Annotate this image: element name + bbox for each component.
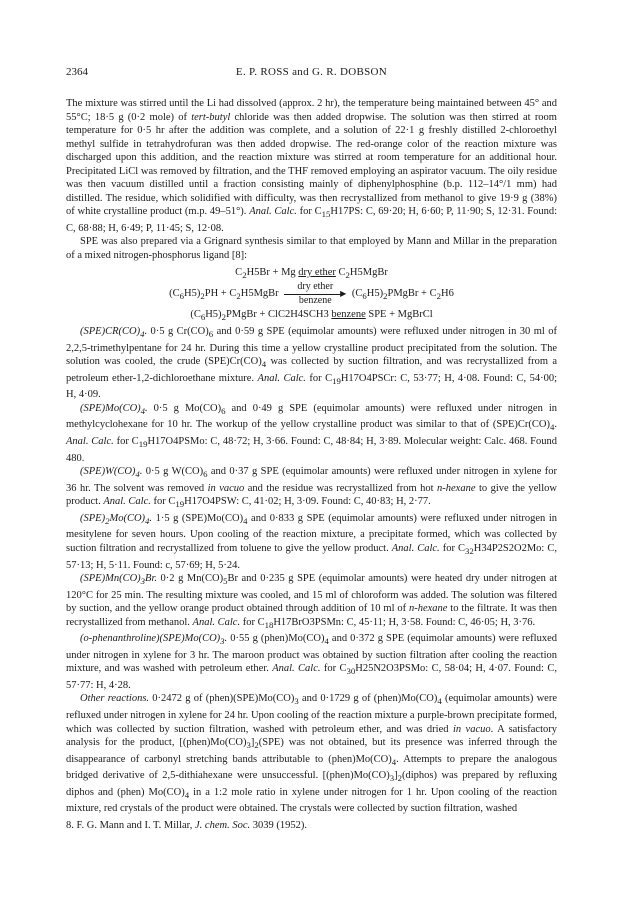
paragraph-phen-complex: $(o-phenanthroline)(SPE)Mo(CO)_3$. 0·55 g $(phen)Mo(CO)_4$ and 0·372 g SPE (equimolar amounts) were refluxed under nitrogen in xylene for 3 hr. The maroon product was obtained by suction filtration after cooling the reaction mixture, and was washed with petroleum ether. Anal. Calc. for $C_{30}H25N2O3PSMo$: C, 58·04; H, 4·07. Found: C, 57·77: H, 4·28. [66,633,557,691]
equation-3: $(C_6H5)_2PMgBr + ClC2H4SCH3$ benzene SPE + MgBrCl [190,309,433,323]
paragraph-bis-mo-complex: $(SPE)_2Mo(CO)_4$. 1·5 g $(SPE)Mo(CO)_4$ and 0·833 g SPE (equimolar amounts) were refluxed under nitrogen in mesitylene for seven hours. Upon cooling of the reaction mixture, a precipitate formed, which was collected by suction filtration and recrystallized from toluene to give the yellow product. Anal. Calc. for $C_{32}H34P2S2O2Mo$: C, 57·13; H, 5·11. Found: c, 57·69; H, 5·24. [66,512,558,571]
paragraph-mo-complex: $(SPE)Mo(CO)_4$. 0·5 g $Mo(CO)_6$ and 0·49 g SPE (equimolar amounts) were refluxed under nitrogen in methylcyclohexane for 10 hr. The workup of the yellow crystalline product was similar to that of $(SPE)Cr(CO)_4$. Anal. Calc. for $C_{19}H17O4PSMo$: C, 48·72; H, 3·66. Found: C, 48·84; H, 3·89. Molecular weight: Calc. 468. Found 480. [66,402,558,464]
paragraph-cr-complex: $(SPE)CR(CO)_4$. 0·5 g $Cr(CO)_6$ and 0·59 g SPE (equimolar amounts) were refluxed under nitrogen in 30 ml of 2,2,5-trimethylpentane for 24 hr. During this time a yellow crystalline product precipitated from the solution. The solution was cooled, the crude $(SPE)Cr(CO)_4$ was collected by suction filtration, and was recrystallized from a petroleum ether-1,2-dichloroethane mixture. Anal. Calc. for $C_{19}H17O4PSCr$: C, 53·77; H, 4·08. Found: C, 54·00; H, 4·09. [66,326,558,401]
page-number: 2364 [66,66,88,78]
reaction-scheme [66,265,557,323]
footnote-reference-8: 8. F. G. Mann and I. T. Millar, J. chem. Soc. 3039 (1952). [66,819,307,831]
paragraph-synthesis: The mixture was stirred until the Li had dissolved (approx. 2 hr), the temperature being maintained between 45° and 55°C; 18·5 g (0·2 mole) of tert-butyl chloride was then added dropwise. The solution was then stirred at room temperature for 0·5 hr after the addition was complete, and a solution of 22·1 g freshly distilled 2-chloroethyl methyl sulfide in tetrahydrofuran was then added dropwise. The red-orange color of the reaction mixture was discharged upon this addition, and the reaction mixture was stirred at room temperature for an additional hour. Precipitated LiCl was removed by filtration, and the THF removed employing an aspirator vacuum. The oily residue was then vacuum distilled until a fraction consisting mainly of diphenylphosphine (b.p. 112–14°/1 mm) had distilled. The residue, which solidified with difficulty, was then recrystallized from methanol to give 19·9 g (38%) of white crystalline product (m.p. 49–51°). Anal. Calc. for $C_{15}H17PS$: C, 69·20; H, 6·60; P, 11·90; S, 12·31. Found: C, 68·88; H, 6·49; P, 11·45; S, 12·08. [66,98,558,234]
page-header [66,66,557,80]
paragraph-other-reactions: Other reactions. 0·2472 g of $(phen)(SPE)Mo(CO)_3$ and 0·1729 g of $(phen)Mo(CO)_4$ (equimolar amounts) were refluxed under nitrogen in xylene for 24 hr. Upon cooling of the reaction mixture a purple-brown precipitate formed, which was collected by suction filtration, washed with petroleum ether, and was dried in vacuo. A satisfactory analysis for the product, $[(phen)Mo(CO)_3]_2(SPE)$ was not obtained, but its presence was inferred through the disappearance of carbonyl stretching bands attributable to $(phen)Mo(CO)_4$. Attempts to prepare the analogous bridged derivative of 2,5-dithiahexane were unsuccessful. $[(phen)Mo(CO)_3]_2(diphos)$ was prepared by refluxing diphos and (phen) $Mo(CO)_4$ in a 1:2 mole ratio in xylene under nitrogen for 1 hr. Upon cooling of the reaction mixture, red crystals of the product were obtained. The crystals were collected by suction filtration, washed [66,693,558,815]
paragraph-mn-complex: $(SPE)Mn(CO)_3Br$. 0·2 g $Mn(CO)_5Br$ and 0·235 g SPE (equimolar amounts) were heated dry under nitrogen at 120°C for 25 min. The resulting mixture was cooled, and 15 ml of chloroform was added. The solution was filtered by suction, and the yellow orange product obtained through addition of 10 ml of n-hexane to the filtrate. It was then recrystallized from methanol. Anal. Calc. for $C_{18}H17BrO3PSMn$: C, 45·11; H, 3·58. Found: C, 46·05; H, 3·76. [66,573,557,630]
equation-2: $(C_6H5)_2PH$ + $C_2H5MgBr$ dry ether ▶ benzene $(C_6H5)_2PMgBr + C_2H6$ [169,280,454,306]
article-body [66,97,557,832]
equation-1: $C_2H5Br + Mg$ dry ether $C_2H5MgBr$ [235,267,388,281]
paragraph-grignard-intro: SPE was also prepared via a Grignard synthesis similar to that employed by Mann and Millar in the preparation of a mixed nitrogen-phosphorus ligand [8]: [66,236,557,261]
running-head: E. P. ROSS and G. R. DOBSON [235,66,388,78]
paragraph-w-complex: $(SPE)W(CO)_4$. 0·5 g $W(CO)_6$ and 0·37 g SPE (equimolar amounts) were refluxed under nitrogen in xylene for 36 hr. The solvent was removed in vacuo and the residue was recrystallized from hot n-hexane to give the yellow product. Anal. Calc. for $C_{19}H17O4PSW$: C, 41·02; H, 3·09. Found: C, 40·83; H, 2·77. [66,466,558,510]
